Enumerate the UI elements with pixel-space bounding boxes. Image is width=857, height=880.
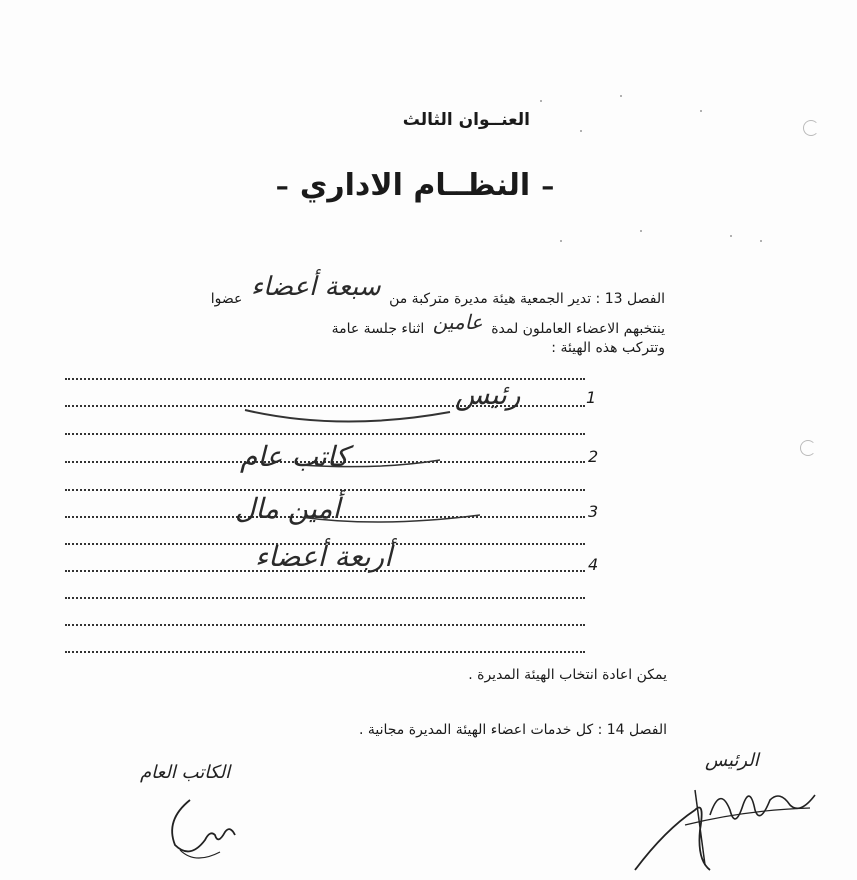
member-number: 2 <box>588 447 599 466</box>
handwritten-member-count: سبعة أعضاء <box>250 272 381 302</box>
member-number: 1 <box>586 388 597 407</box>
chapter-label: العنــوان الثالث <box>402 110 530 130</box>
member-role-handwritten: كاتب عام <box>240 440 349 473</box>
member-role-handwritten: أربعة أعضاء <box>255 540 392 573</box>
secretary-signature-label: الكاتب العام <box>140 762 231 783</box>
member-number: 3 <box>588 502 599 521</box>
secretary-signature <box>160 790 250 870</box>
article13-line3: وتتركب هذه الهيئة : <box>551 340 665 356</box>
member-role-handwritten: أمين مال <box>235 492 341 525</box>
article13-line1-suffix: عضوا <box>210 291 243 307</box>
title-dash: – <box>541 172 555 202</box>
article13-line2-prefix: ينتخبهم الاعضاء العاملون لمدة <box>491 321 665 337</box>
president-signature <box>625 770 825 880</box>
title-dash: – <box>275 172 289 202</box>
member-role-handwritten: رئيس <box>455 378 521 411</box>
handwritten-term-length: عامين <box>432 310 483 334</box>
article14-text: الفصل 14 : كل خدمات اعضاء الهيئة المديرة مجانية . <box>358 722 667 738</box>
article13-line2-suffix: اثناء جلسة عامة <box>331 321 425 337</box>
article13-line1-prefix: الفصل 13 : تدير الجمعية هيئة مديرة متركبة من <box>389 291 665 307</box>
member-number: 4 <box>588 555 599 574</box>
page-title: النظــام الاداري <box>299 168 531 203</box>
reelection-note: يمكن اعادة انتخاب الهيئة المديرة . <box>468 667 667 683</box>
president-signature-label: الرئيس <box>705 750 759 771</box>
